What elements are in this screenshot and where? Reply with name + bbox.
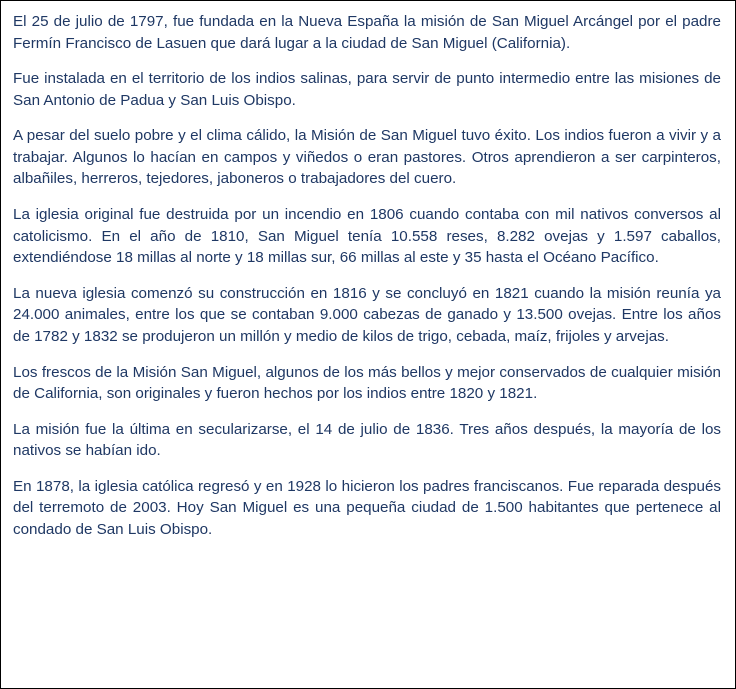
paragraph-8: En 1878, la iglesia católica regresó y en 1928 lo hicieron los padres franciscanos. Fue reparada después del terremoto de 2003. Hoy San Miguel es una pequeña ciudad de 1.500 habitantes que pertenece al condado de San Luis Obispo. bbox=[13, 477, 721, 538]
paragraph-2: Fue instalada en el territorio de los indios salinas, para servir de punto intermedio entre las misiones de San Antonio de Padua y San Luis Obispo. bbox=[13, 70, 721, 109]
paragraph-3: A pesar del suelo pobre y el clima cálido, la Misión de San Miguel tuvo éxito. Los indios fueron a vivir y a trabajar. Algunos lo hacían en campos y viñedos o eran pastores. Otros aprendieron a ser carpinteros, albañiles, herreros, tejedores, jaboneros o trabajadores del cuero. bbox=[13, 127, 721, 188]
paragraph-6: Los frescos de la Misión San Miguel, algunos de los más bellos y mejor conservados de cualquier misión de California, son originales y fueron hechos por los indios entre 1820 y 1821. bbox=[13, 363, 721, 403]
document-body bbox=[13, 11, 721, 541]
paragraph-5: La nueva iglesia comenzó su construcción en 1816 y se concluyó en 1821 cuando la misión reunía ya 24.000 animales, entre los que se contaban 9.000 cabezas de ganado y 13.500 ovejas. Entre los años de 1782 y 1832 se produjeron un millón y medio de kilos de trigo, cebada, maíz, frijoles y arvejas. bbox=[13, 284, 721, 345]
paragraph-4: La iglesia original fue destruida por un incendio en 1806 cuando contaba con mil nativos conversos al catolicismo. En el año de 1810, San Miguel tenía 10.558 reses, 8.282 ovejas y 1.597 caballos, extendiéndose 18 millas al norte y 18 millas sur, 66 millas al este y 35 hasta el Océano Pacífico. bbox=[13, 206, 721, 267]
paragraph-7: La misión fue la última en secularizarse, el 14 de julio de 1836. Tres años después, la mayoría de los nativos se habían ido. bbox=[13, 420, 721, 460]
paragraph-1: El 25 de julio de 1797, fue fundada en la Nueva España la misión de San Miguel Arcángel por el padre Fermín Francisco de Lasuen que dará lugar a la ciudad de San Miguel (California). bbox=[13, 13, 721, 52]
